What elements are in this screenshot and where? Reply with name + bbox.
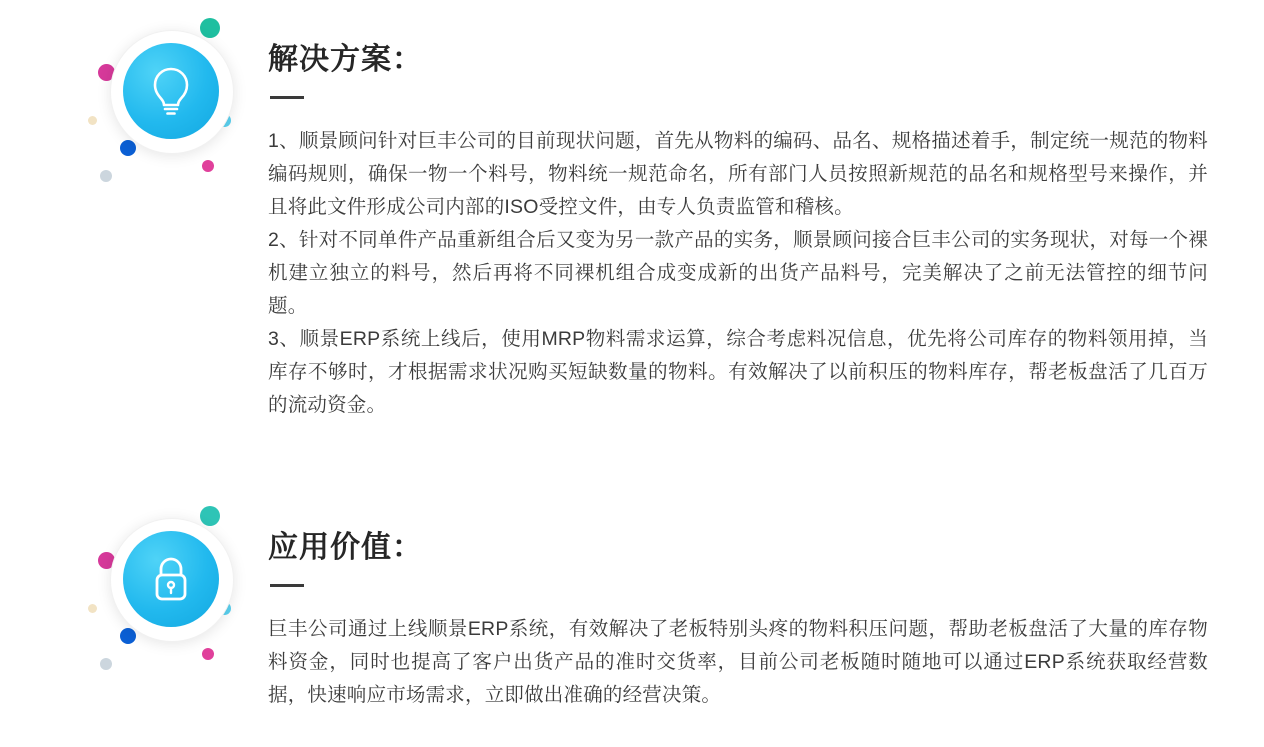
heading-rule-solution xyxy=(270,96,304,99)
decorative-dot-gray xyxy=(100,658,112,670)
heading-rule-value xyxy=(270,584,304,587)
decorative-dot-cream xyxy=(88,116,97,125)
decorative-dot-pink xyxy=(202,160,214,172)
solution-paragraph-3: 3、顺景ERP系统上线后，使用MRP物料需求运算，综合考虑料况信息，优先将公司库存的物料领用掉，当库存不够时，才根据需求状况购买短缺数量的物料。有效解决了以前积压的物料库存，帮老板盘活了几百万的流动资金。 xyxy=(268,328,1208,416)
decorative-dot-green xyxy=(200,18,220,38)
badge-inner-circle xyxy=(123,531,219,627)
solution-body xyxy=(268,125,1208,422)
value-text-column xyxy=(268,496,1208,712)
solution-text-column xyxy=(268,8,1208,422)
value-paragraph-1: 巨丰公司通过上线顺景ERP系统，有效解决了老板特别头疼的物料积压问题，帮助老板盘活了大量的库存物料资金，同时也提高了客户出货产品的准时交货率，目前公司老板随时随地可以通过ERP系统获取经营数据，快速响应市场需求，立即做出准确的经营决策。 xyxy=(268,618,1208,706)
section-value xyxy=(0,496,1208,712)
decorative-dot-pink xyxy=(202,648,214,660)
decorative-dot-cream xyxy=(88,604,97,613)
decorative-dot-teal xyxy=(200,506,220,526)
page-title-value: 应用价值： xyxy=(268,531,423,564)
solution-icon-column xyxy=(0,8,268,208)
lock-icon xyxy=(149,554,193,604)
solution-paragraph-1: 1、顺景顾问针对巨丰公司的目前现状问题，首先从物料的编码、品名、规格描述着手，制定统一规范的物料编码规则，确保一物一个料号，物料统一规范命名，所有部门人员按照新规范的品名和规格型号来操作，并且将此文件形成公司内部的ISO受控文件，由专人负责监管和稽核。 xyxy=(268,130,1208,218)
decorative-dot-blue xyxy=(120,628,136,644)
solution-paragraph-2: 2、针对不同单件产品重新组合后又变为另一款产品的实务，顺景顾问接合巨丰公司的实务现状，对每一个裸机建立独立的料号，然后再将不同裸机组合成变成新的出货产品料号，完美解决了之前无法管控的细节问题。 xyxy=(268,229,1208,317)
lightbulb-icon xyxy=(149,65,193,117)
page-title-solution: 解决方案： xyxy=(268,43,423,76)
decorative-dot-blue xyxy=(120,140,136,156)
decorative-dot-gray xyxy=(100,170,112,182)
section-solution xyxy=(0,8,1208,422)
value-icon-column xyxy=(0,496,268,696)
lightbulb-badge xyxy=(78,18,268,198)
badge-inner-circle xyxy=(123,43,219,139)
lock-badge xyxy=(78,506,268,686)
value-body xyxy=(268,613,1208,712)
